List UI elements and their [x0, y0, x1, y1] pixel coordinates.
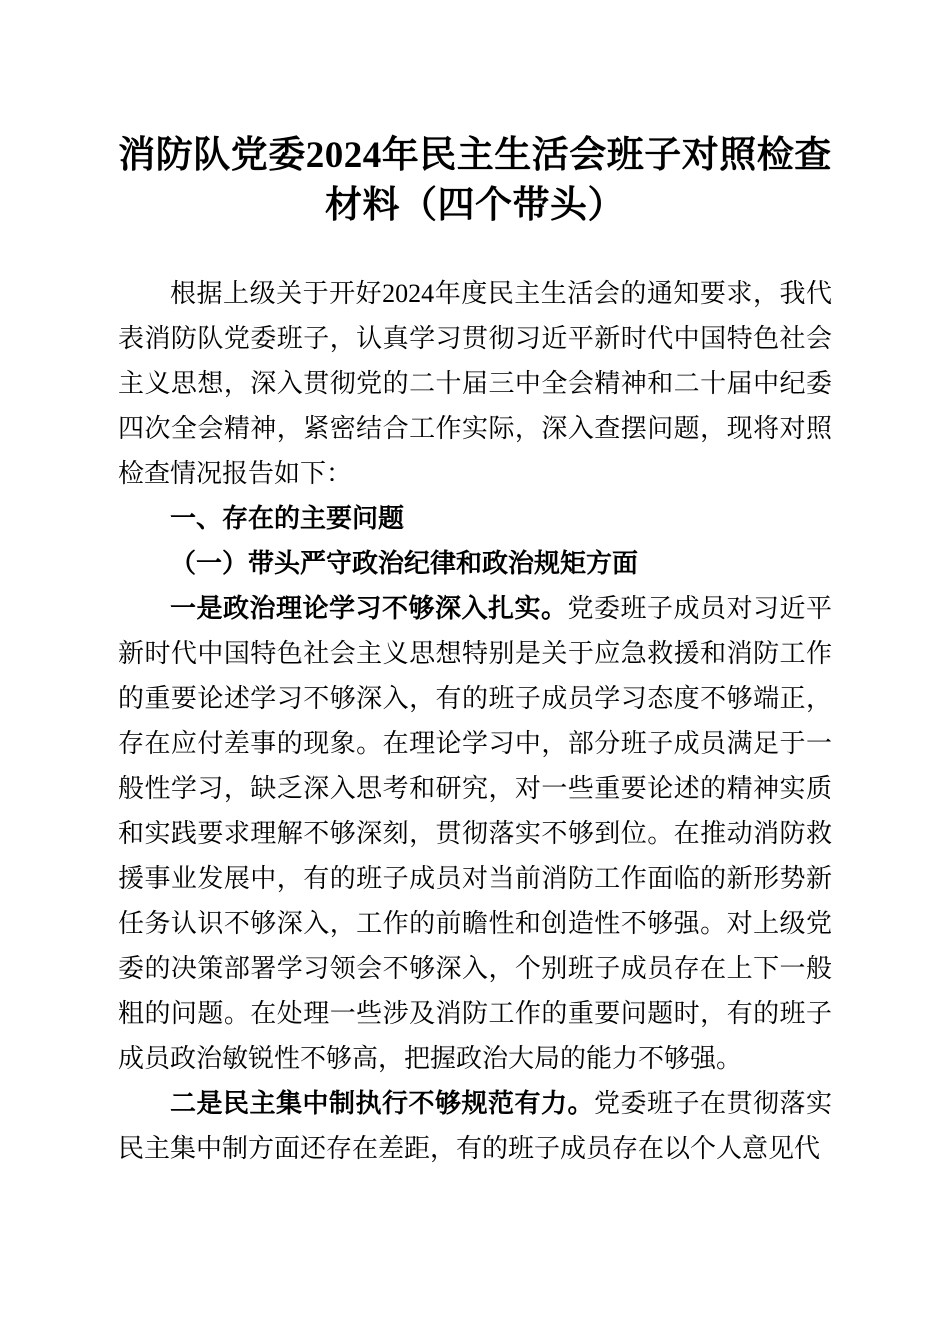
- point-1-paragraph: [118, 586, 832, 1081]
- point-2-paragraph: [118, 1081, 832, 1171]
- section-1-heading: 一、存在的主要问题: [170, 503, 405, 533]
- intro-paragraph: 根据上级关于开好2024年度民主生活会的通知要求，我代表消防队党委班子，认真学习贯彻习近平新时代中国特色社会主义思想，深入贯彻党的二十届三中全会精神和二十届中纪委四次全会精神，紧密结合工作实际，深入查摆问题，现将对照检查情况报告如下：: [118, 279, 832, 488]
- point-2-lead: 二是民主集中制执行不够规范有力。: [170, 1089, 594, 1118]
- document-content: [118, 0, 832, 1171]
- point-2-text: 党委班子在贯彻落实民主集中制方面还存在差距，有的班子成员存在以个人意见代: [118, 1089, 832, 1163]
- point-1-lead: 一是政治理论学习不够深入扎实。: [170, 594, 568, 623]
- subsection-1-heading: （一）带头严守政治纪律和政治规矩方面: [170, 549, 639, 578]
- point-1-text: 党委班子成员对习近平新时代中国特色社会主义思想特别是关于应急救援和消防工作的重要论述学习不够深入，有的班子成员学习态度不够端正，存在应付差事的现象。在理论学习中，部分班子成员满足于一般性学习，缺乏深入思考和研究，对一些重要论述的精神实质和实践要求理解不够深刻，贯彻落实不够到位。在推动消防救援事业发展中，有的班子成员对当前消防工作面临的新形势新任务认识不够深入，工作的前瞻性和创造性不够强。对上级党委的决策部署学习领会不够深入，个别班子成员存在上下一般粗的问题。在处理一些涉及消防工作的重要问题时，有的班子成员政治敏锐性不够高，把握政治大局的能力不够强。: [118, 594, 832, 1073]
- document-title: 消防队党委2024年民主生活会班子对照检查材料（四个带头）: [118, 135, 832, 226]
